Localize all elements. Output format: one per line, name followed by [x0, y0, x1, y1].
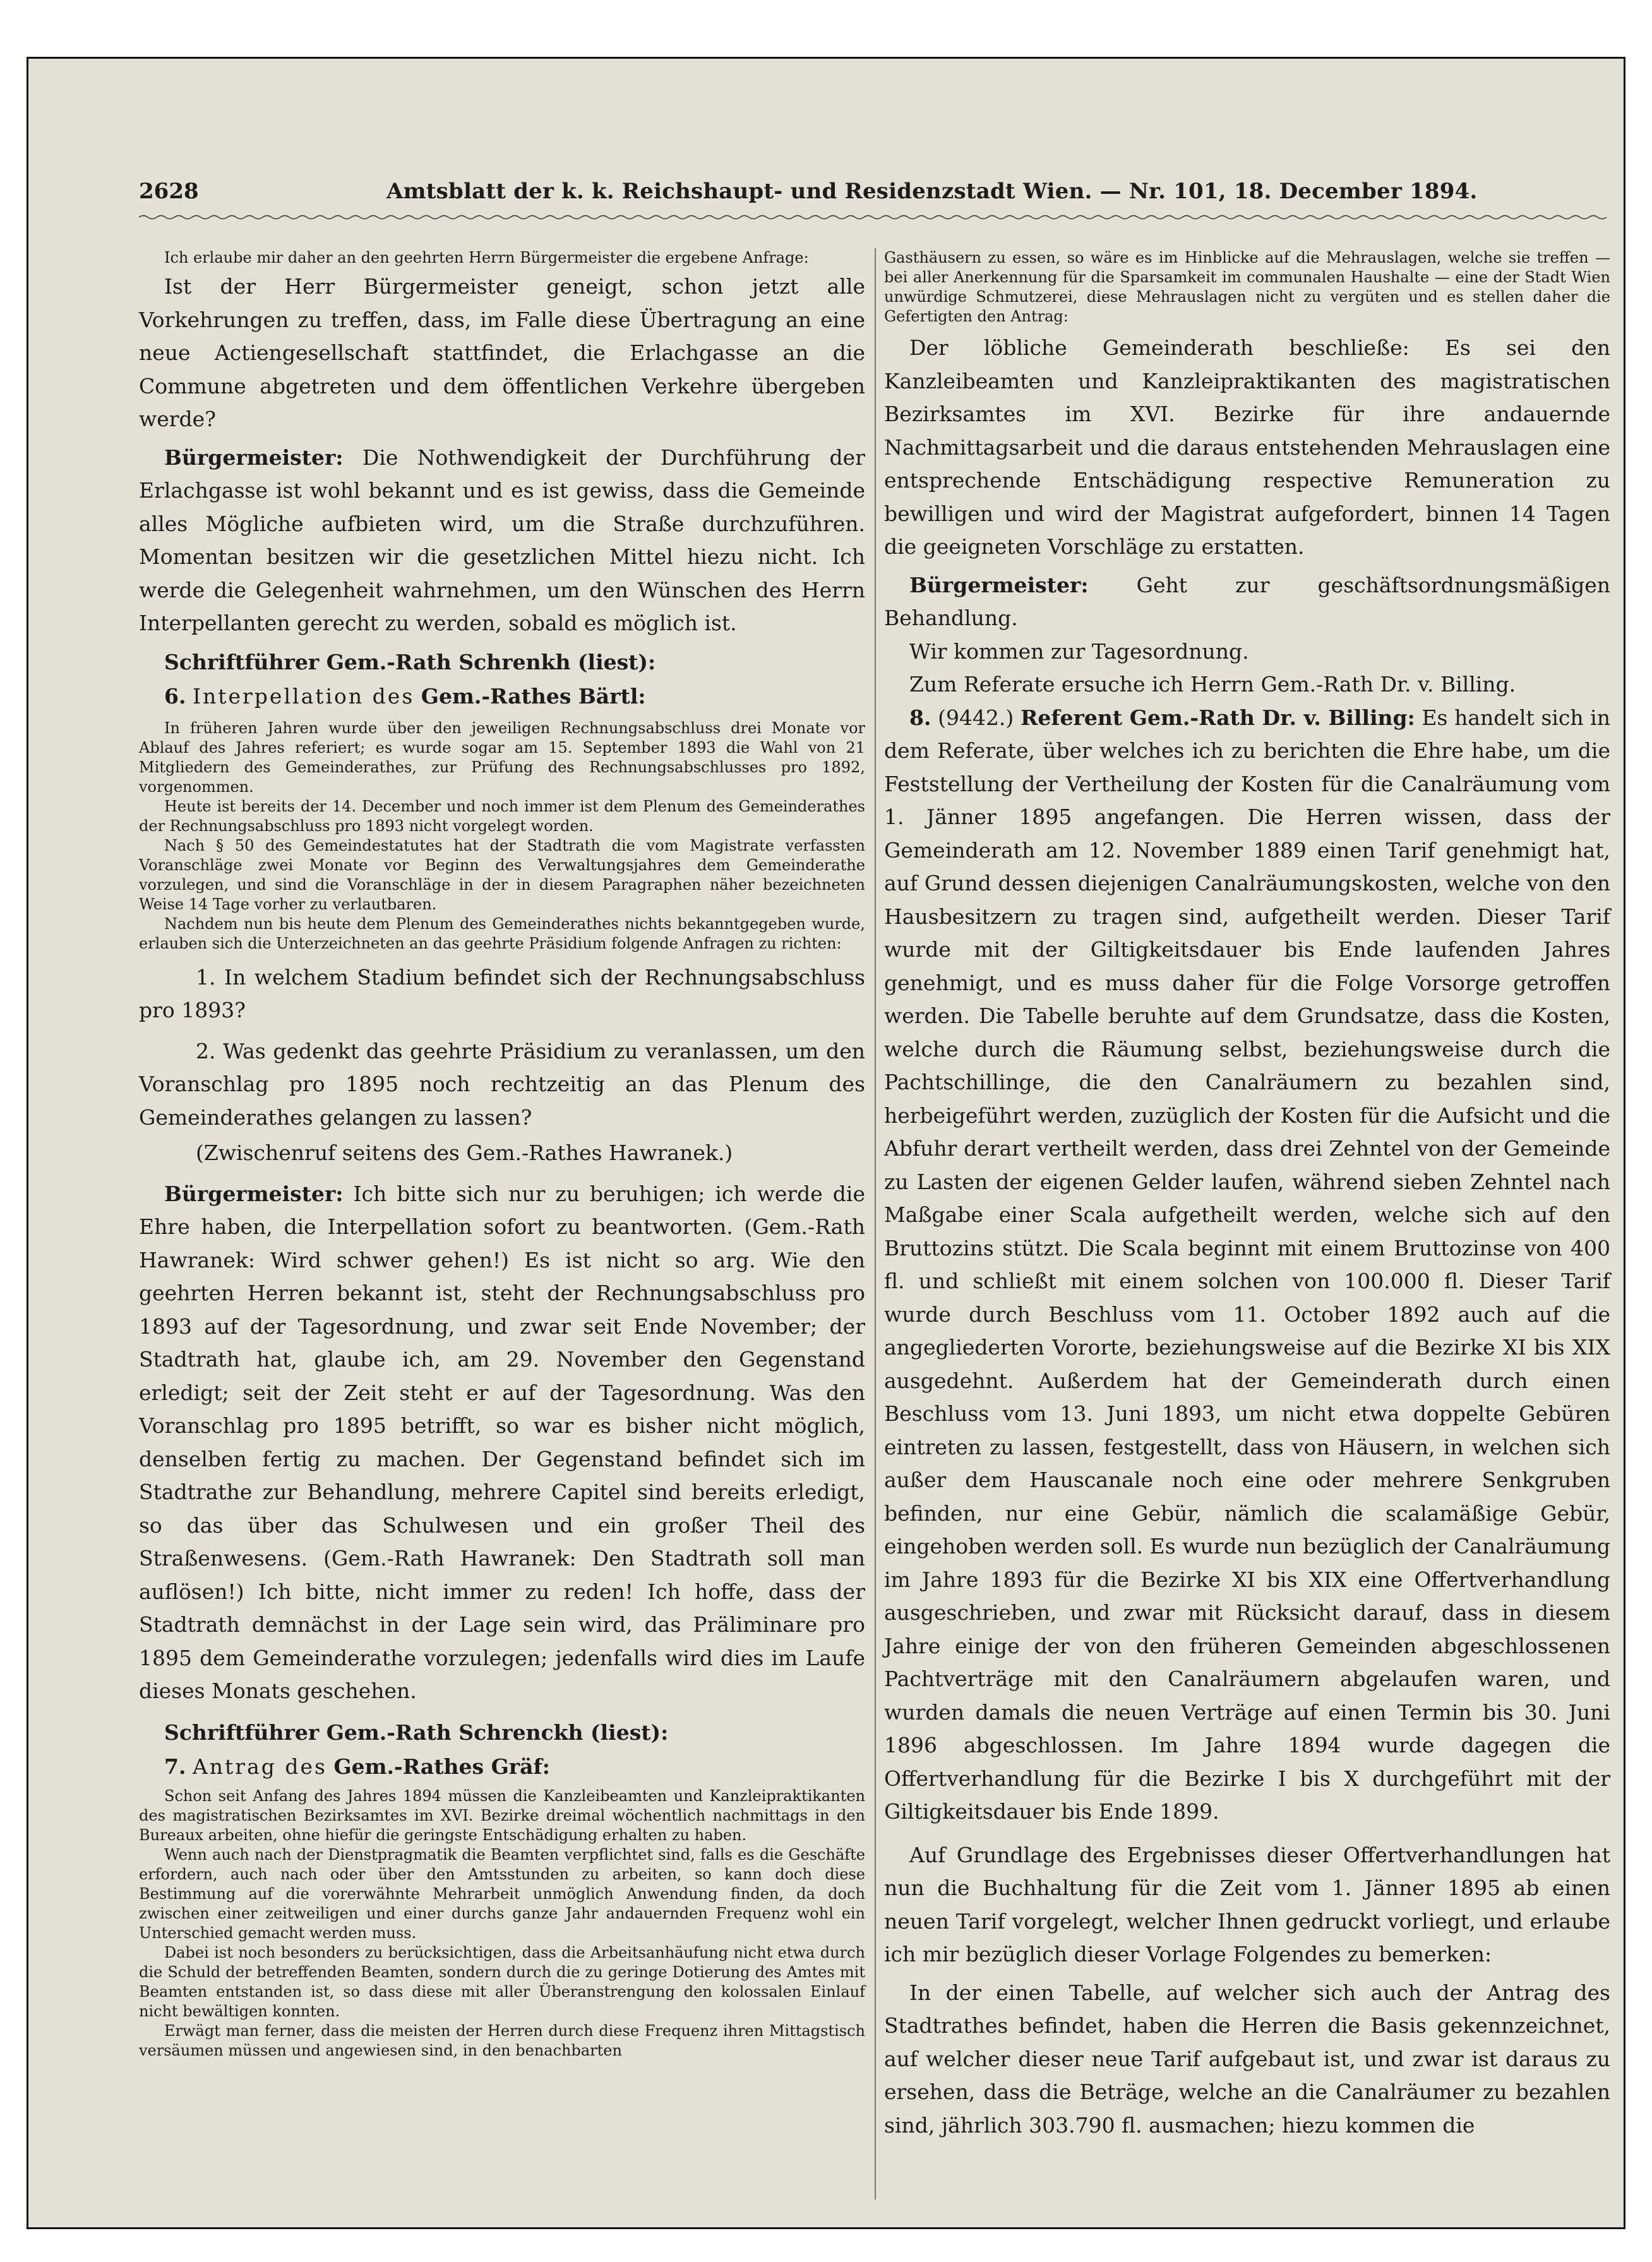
page — [139, 153, 1610, 2212]
column-divider — [875, 248, 876, 2199]
small-paragraph: In früheren Jahren wurde über den jeweiligen Rechnungsabschluss drei Monate vor Ablauf des Jahres referiert; es wurde sogar am 15. September 1893 die Wahl von 21 Mitgliedern des Gemeinderathes, zur Prüfung des Rechnungsabschlusses pro 1892, vorgenommen. — [139, 719, 865, 796]
page-number: 2628 — [139, 179, 199, 204]
speaker-label: Referent Gem.-Rath Dr. v. Billing: — [1020, 705, 1415, 730]
agenda-line: Wir kommen zur Tagesordnung. — [909, 638, 1249, 664]
small-paragraph: Erwägt man ferner, dass die meisten der Herren durch diese Frequenz ihren Mittagstisch versäumen müssen und angewiesen sind, in den benachbarten — [139, 2021, 865, 2059]
report-paragraph-2: Auf Grundlage des Ergebnisses dieser Offertverhandlungen hat nun die Buchhaltung für die Zeit vom 1. Jänner 1895 ab einen neuen Tarif vorgelegt, welcher Ihnen gedruckt vorliegt, und erlaube ich mir bezüglich dieser Vorlage Folgendes zu bemerken: — [884, 1842, 1610, 1966]
small-paragraph: Heute ist bereits der 14. December und noch immer ist dem Plenum des Gemeinderathes der Rechnungsabschluss pro 1893 nicht vorgelegt worden. — [139, 797, 865, 835]
right-column — [884, 248, 1610, 2142]
mayor-reply-1 — [139, 441, 865, 640]
left-column — [139, 248, 865, 2061]
reply-text: Geht zur geschäftsordnungsmäßigen Behandlung. — [884, 572, 1611, 630]
page-header — [139, 179, 1478, 217]
report-text: Es handelt sich in dem Referate, über welches ich zu berichten die Ehre habe, um die Feststellung der Vertheilung der Kosten für die Canalräumung vom 1. Jänner 1895 angefangen. Die Herren wissen, dass der Gemeinderath am 12. November 1889 einen Tarif genehmigt hat, auf Grund dessen diejenigen Canalräumungskosten, welche von den Hausbesitzern zu tragen sind, aufgetheilt werden. Dieser Tarif wurde mit der Giltigkeitsdauer bis Ende laufenden Jahres genehmigt, und es muss daher für die Folge Vorsorge getroffen werden. Die Tabelle beruhte auf dem Grundsatze, dass die Kosten, welche durch die Räumung selbst, beziehungsweise durch die Pachtschillinge, die den Canalräumern zu bezahlen sind, herbeigeführt werden, zuzüglich der Kosten für die Aufsicht und die Abfuhr derart vertheilt werden, dass drei Zehntel von der Gemeinde zu Lasten der eigenen Gelder laufen, während sieben Zehntel nach Maßgabe einer Scala aufgetheilt werden, welche sich auf den Bruttozins stützt. Die Scala beginnt mit einem Bruttozinse von 400 fl. und schließt mit einem solchen von 100.000 fl. Dieser Tarif wurde durch Beschluss vom 11. October 1892 auch auf die angegliederten Vororte, beziehungsweise auf die Bezirke XI bis XIX ausgedehnt. Außerdem hat der Gemeinderath durch einen Beschluss vom 13. Juni 1893, um nicht etwa doppelte Gebüren eintreten zu lassen, festgestellt, dass von Häusern, in welchen sich außer dem Hauscanale noch eine oder mehrere Senkgruben befinden, nur eine Gebür, nämlich die scalamäßige Gebür, eingehoben werden soll. Es wurde nun bezüglich der Canalräumung im Jahre 1893 für die Bezirke XI bis XIX eine Offertverhandlung ausgeschrieben, und zwar mit Rücksicht darauf, dass in diesem Jahre einige der von den früheren Gemeinden abgeschlossenen Pachtverträge mit den Canalräumern abgelaufen waren, und wurden damals die neuen Verträge auf einen Termin bis 30. Juni 1896 abgeschlossen. Im Jahre 1894 wurde dagegen die Offertverhandlung für die Bezirke I bis X durchgeführt mit der Giltigkeitsdauer bis Ende 1899. — [884, 705, 1610, 1824]
interjection: (Zwischenruf seitens des Gem.-Rathes Hawranek.) — [196, 1140, 733, 1165]
mayor-reply-2 — [139, 1178, 865, 1708]
newspaper-sheet — [27, 57, 1625, 2229]
header-wavy-rule — [139, 214, 1610, 220]
small-paragraph: Nach § 50 des Gemeindestatutes hat der Stadtrath die vom Magistrate verfassten Voranschläge zwei Monate vor Beginn des Verwaltungsjahres dem Gemeinderathe vorzulegen, und sind die Voranschläge in der in diesem Paragraphen näher bezeichneten Weise 14 Tage vorher zu verlautbaren. — [139, 836, 865, 913]
speaker-label: Bürgermeister: — [909, 572, 1089, 597]
question-1: 1. In welchem Stadium befindet sich der Rechnungsabschluss pro 1893? — [139, 964, 865, 1022]
small-paragraph: Wenn auch nach der Dienstpragmatik die Beamten verpflichtet sind, falls es die Geschäfte erfordern, auch nach oder über den Amtsstunden zu arbeiten, so kann doch diese Bestimmung auf die vorerwähnte Mehrarbeit unmöglich Anwendung finden, da doch zwischen einer zeitweiligen und einer durchs ganze Jahr andauernden Frequenz wohl ein Unterschied gemacht werden muss. — [139, 1845, 865, 1942]
item-number: 8. — [909, 705, 931, 730]
masthead-title: Amtsblatt der k. k. Reichshaupt- und Residenzstadt Wien. — Nr. 101, 18. December 1894. — [386, 179, 1478, 204]
item-8-report — [884, 702, 1610, 1829]
item-6-heading — [139, 679, 865, 714]
item-label: Interpellation des — [192, 683, 415, 709]
small-paragraph: Schon seit Anfang des Jahres 1894 müssen die Kanzleibeamten und Kanzleipraktikanten des magistratischen Bezirksamtes im XVI. Bezirke dreimal wöchentlich nachmittags in den Bureaux arbeiten, ohne hiefür die geringste Entschädigung erhalten zu haben. — [139, 1786, 865, 1844]
item-label: Antrag des — [192, 1754, 327, 1779]
item-number: 7. — [164, 1754, 186, 1779]
report-paragraph-3: In der einen Tabelle, auf welcher sich auch der Antrag des Stadtrathes befindet, haben die Herren die Basis gekennzeichnet, auf welcher dieser neue Tarif aufgebaut ist, und zwar ist daraus zu ersehen, dass die Beträge, welche an die Canalräumer zu bezahlen sind, jährlich 303.790 fl. ausmachen; hiezu kommen die — [884, 1980, 1610, 2138]
small-paragraph-continued: Gasthäusern zu essen, so wäre es im Hinblicke auf die Mehrauslagen, welche sie treffen — bei aller Anerkennung für die Sparsamkeit im communalen Haushalte — eine der Stadt Wien unwürdige Schmutzerei, diese Mehrauslagen nicht zu vergüten und es stellen daher die Gefertigten den Antrag: — [884, 249, 1610, 325]
interpellation-question: Ist der Herr Bürgermeister geneigt, schon jetzt alle Vorkehrungen zu treffen, dass, im Falle diese Übertragung an eine neue Actiengesellschaft stattfindet, die Erlachgasse an die Commune abgetreten und dem öffentlichen Verkehre übergeben werde? — [139, 274, 865, 431]
motion-text: Der löbliche Gemeinderath beschließe: Es sei den Kanzleibeamten und Kanzleipraktikanten des magistratischen Bezirksamtes im XVI. Bezirke für ihre andauernde Nachmittagsarbeit und die daraus entstehenden Mehrauslagen eine entsprechende Entschädigung respective Remuneration zu bewilligen und wird der Magistrat aufgefordert, binnen 14 Tagen die geeigneten Vorschläge zu erstatten. — [884, 335, 1610, 559]
small-paragraph: Nachdem nun bis heute dem Plenum des Gemeinderathes nichts bekanntgegeben wurde, erlauben sich die Unterzeichneten an das geehrte Präsidium folgende Anfragen zu richten: — [139, 914, 865, 952]
question-2: 2. Was gedenkt das geehrte Präsidium zu veranlassen, um den Voranschlag pro 1895 noch rechtzeitig an das Plenum des Gemeinderathes gelangen zu lassen? — [139, 1038, 865, 1130]
intro-paragraph: Ich erlaube mir daher an den geehrten Herrn Bürgermeister die ergebene Anfrage: — [164, 249, 809, 266]
item-author: Gem.-Rathes Bärtl: — [421, 683, 646, 709]
small-paragraph: Dabei ist noch besonders zu berücksichtigen, dass die Arbeitsanhäufung nicht etwa durch die Schuld der betreffenden Beamten, sondern durch die zu geringe Dotierung des Amtes mit Beamten entstanden ist, so dass diese mit aller Überanstrengung den kolossalen Einlauf nicht bewältigen konnten. — [139, 1943, 865, 2020]
reply-text: Die Nothwendigkeit der Durchführung der Erlachgasse ist wohl bekannt und es ist gewiss, dass die Gemeinde alles Mögliche aufbieten wird, um die Straße durchzuführen. Momentan besitzen wir die gesetzlichen Mittel hiezu nicht. Ich werde die Gelegenheit wahrnehmen, um den Wünschen des Herrn Interpellanten gerecht zu werden, sobald es möglich ist. — [139, 445, 865, 635]
reply-text: Ich bitte sich nur zu beruhigen; ich werde die Ehre haben, die Interpellation sofort zu beantworten. (Gem.-Rath Hawranek: Wird schwer gehen!) Es ist nicht so arg. Wie den geehrten Herren bekannt ist, steht der Rechnungsabschluss pro 1893 auf der Tagesordnung, und zwar seit Ende November; der Stadtrath hat, glaube ich, am 29. November den Gegenstand erledigt; seit der Zeit steht er auf der Tagesordnung. Was den Voranschlag pro 1895 betrifft, so war es bisher nicht möglich, denselben fertig zu machen. Der Gegenstand befindet sich im Stadtrathe zur Behandlung, mehrere Capitel sind bereits erledigt, so das über das Schulwesen und ein großer Theil des Straßenwesens. (Gem.-Rath Hawranek: Den Stadtrath soll man auflösen!) Ich bitte, nicht immer zu reden! Ich hoffe, dass der Stadtrath demnächst in der Lage sein wird, das Präliminare pro 1895 dem Gemeinderathe vorzulegen; jedenfalls wird dies im Laufe dieses Monats geschehen. — [139, 1181, 865, 1703]
item-reference: (9442.) — [938, 705, 1014, 730]
secretary-reads-1: Schriftführer Gem.-Rath Schrenkh (liest): — [164, 649, 656, 674]
item-7-heading — [139, 1750, 865, 1784]
speaker-label: Bürgermeister: — [164, 445, 344, 470]
item-number: 6. — [164, 683, 186, 709]
mayor-reply-3 — [884, 569, 1610, 635]
secretary-reads-2: Schriftführer Gem.-Rath Schrenckh (liest): — [164, 1720, 669, 1745]
request-line: Zum Referate ersuche ich Herrn Gem.-Rath Dr. v. Billing. — [909, 672, 1516, 697]
item-author: Gem.-Rathes Gräf: — [333, 1754, 550, 1779]
speaker-label: Bürgermeister: — [164, 1181, 344, 1206]
